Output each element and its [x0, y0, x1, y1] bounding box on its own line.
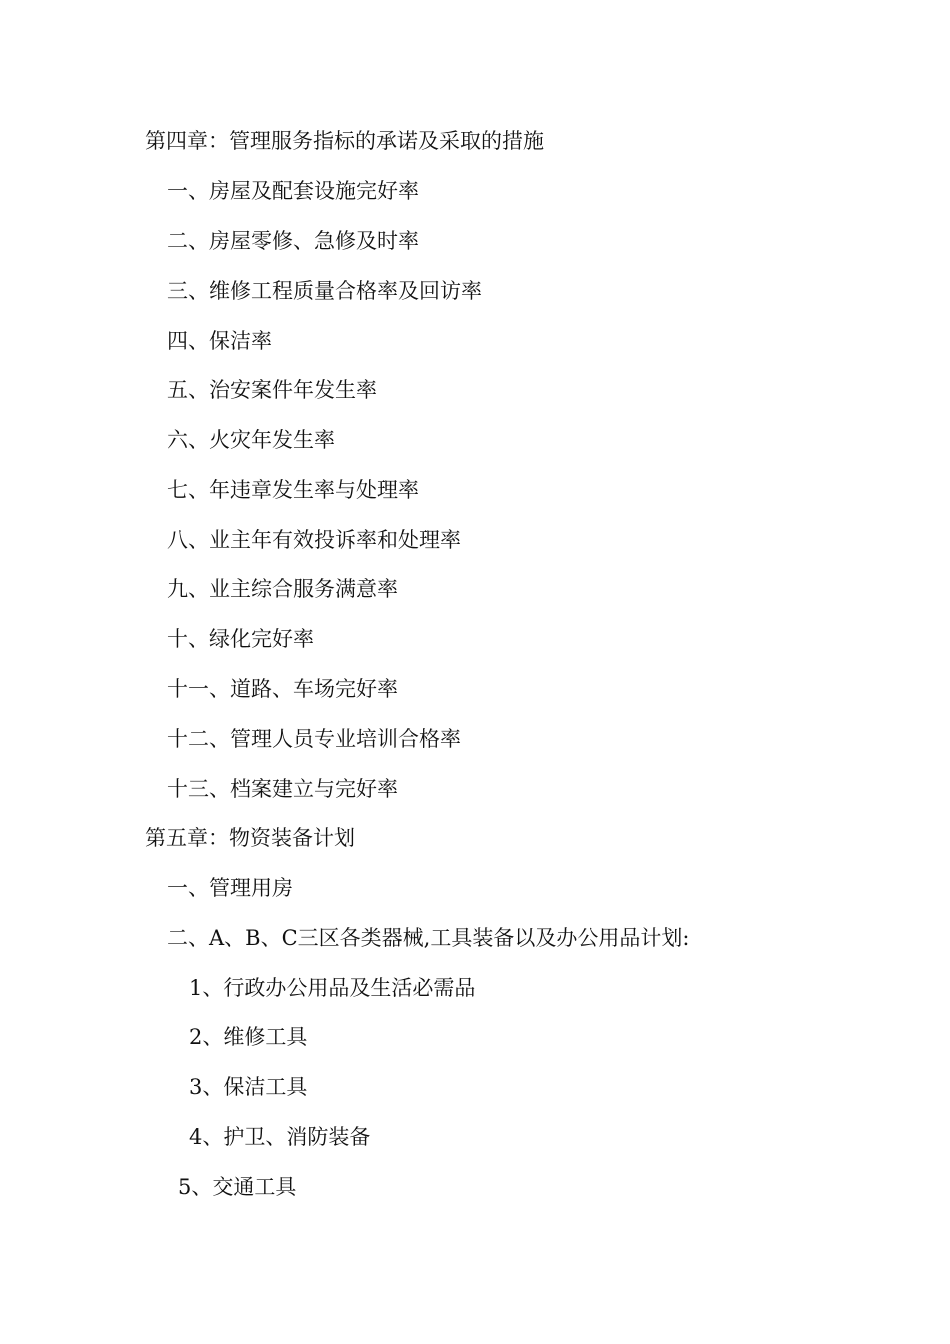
chapter-5-subitem-3: 3、保洁工具	[189, 1075, 308, 1099]
chapter-4-item-7: 七、年违章发生率与处理率	[167, 478, 419, 502]
chapter-4-item-10: 十、绿化完好率	[167, 627, 314, 651]
chapter-4-item-2: 二、房屋零修、急修及时率	[167, 229, 419, 253]
chapter-4-item-11: 十一、道路、车场完好率	[167, 677, 398, 701]
chapter-4-item-1: 一、房屋及配套设施完好率	[167, 179, 419, 203]
chapter-4-item-5: 五、治安案件年发生率	[167, 378, 377, 402]
chapter-4-item-4: 四、保洁率	[167, 329, 272, 353]
chapter-4-item-8: 八、业主年有效投诉率和处理率	[167, 528, 461, 552]
chapter-4-item-12: 十二、管理人员专业培训合格率	[167, 727, 461, 751]
chapter-5-subitem-2: 2、维修工具	[189, 1025, 308, 1049]
chapter-4-item-9: 九、业主综合服务满意率	[167, 577, 398, 601]
chapter-5-heading: 第五章：物资装备计划	[145, 826, 355, 850]
chapter-5-item-2: 二、A、B、C三区各类器械,工具装备以及办公用品计划:	[167, 926, 690, 950]
chapter-5-item-1: 一、管理用房	[167, 876, 293, 900]
chapter-5-subitem-5: 5、交通工具	[178, 1175, 297, 1199]
chapter-4-item-13: 十三、档案建立与完好率	[167, 777, 398, 801]
chapter-5-subitem-4: 4、护卫、消防装备	[189, 1125, 371, 1149]
chapter-5-subitem-1: 1、行政办公用品及生活必需品	[189, 976, 476, 1000]
chapter-4-heading: 第四章：管理服务指标的承诺及采取的措施	[145, 129, 544, 153]
chapter-4-item-3: 三、维修工程质量合格率及回访率	[167, 279, 482, 303]
chapter-4-item-6: 六、火灾年发生率	[167, 428, 335, 452]
